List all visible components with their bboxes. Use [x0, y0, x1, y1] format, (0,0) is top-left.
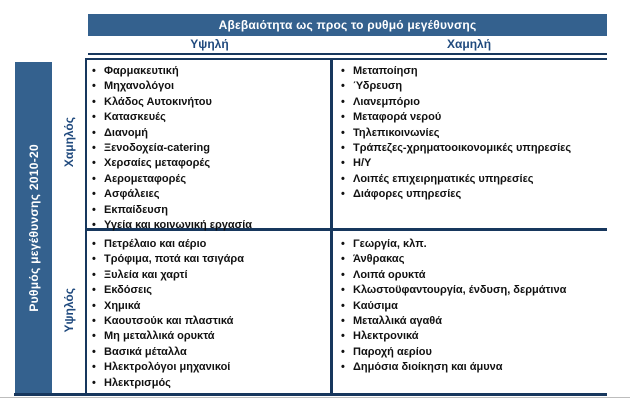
list-item: • Μεταλλικά αγαθά	[336, 314, 604, 329]
list-item: • Παροχή αερίου	[336, 345, 604, 360]
list-item: • Κλάδος Αυτοκινήτου	[87, 95, 327, 110]
y-axis-title-bar	[15, 62, 52, 393]
list-item: • Χερσαίες μεταφορές	[87, 156, 327, 171]
matrix-bottom-border	[14, 393, 607, 396]
list-item: • Δημόσια διοίκηση και άμυνα	[336, 360, 604, 375]
row-header-low-growth	[53, 58, 85, 226]
list-item: • Πετρέλαιο και αέριο	[87, 237, 327, 252]
list-item: • Κατασκευές	[87, 110, 327, 125]
list-item: • Κλωστοϋφαντουργία, ένδυση, δερμάτινα	[336, 283, 604, 298]
list-item: • Ύδρευση	[336, 79, 604, 94]
list-item: • Μηχανολόγοι	[87, 79, 327, 94]
list-item: • Χημικά	[87, 299, 327, 314]
list-item: • Λιανεμπόριο	[336, 95, 604, 110]
quadrant-low-growth-low-uncertainty	[336, 60, 604, 228]
list-item: • Τρόφιμα, ποτά και τσιγάρα	[87, 252, 327, 267]
list-item: • Φαρμακευτική	[87, 64, 327, 79]
list-item: • Τηλεπικοινωνίες	[336, 126, 604, 141]
list-item: • Εκδόσεις	[87, 283, 327, 298]
list-item: • Ξυλεία και χαρτί	[87, 268, 327, 283]
vertical-divider	[330, 58, 333, 393]
row-header-high-growth	[53, 231, 85, 389]
list-item: • Αερομεταφορές	[87, 172, 327, 187]
list-item: • Διανομή	[87, 126, 327, 141]
quadrant-low-growth-high-uncertainty	[87, 60, 327, 232]
list-item: • Μη μεταλλικά ορυκτά	[87, 329, 327, 344]
list-item: • Καουτσούκ και πλαστικά	[87, 314, 327, 329]
quadrant-high-growth-high-uncertainty	[87, 233, 327, 393]
quadrant-high-growth-low-uncertainty	[336, 233, 604, 393]
list-item: • Ασφάλειες	[87, 187, 327, 202]
bottom-shadow-line	[0, 397, 630, 398]
list-item: • Υγεία και κοινωνική εργασία	[87, 218, 327, 233]
list-item: • Διάφορες υπηρεσίες	[336, 187, 604, 202]
list-item: • Ηλεκτρονικά	[336, 329, 604, 344]
list-item: • Λοιπά ορυκτά	[336, 268, 604, 283]
list-item: • Μεταφορά νερού	[336, 110, 604, 125]
column-header-high-uncertainty: Υψηλή	[190, 37, 229, 51]
matrix-title: Αβεβαιότητα ως προς το ρυθμό μεγέθυνσης	[218, 18, 477, 32]
list-item: • Καύσιμα	[336, 299, 604, 314]
list-item: • Άνθρακας	[336, 252, 604, 267]
column-header-underline	[88, 53, 607, 55]
matrix-title-bar	[88, 14, 607, 36]
list-item: • Ηλεκτρολόγοι μηχανικοί	[87, 360, 327, 375]
list-item: • Βασικά μέταλλα	[87, 345, 327, 360]
row-header-low-growth-label: Χαμηλός	[62, 116, 76, 168]
list-item: • Ηλεκτρισμός	[87, 376, 327, 391]
list-item: • Ξενοδοχεία-catering	[87, 141, 327, 156]
y-axis-title: Ρυθμός μεγέθυνσης 2010-20	[26, 143, 41, 312]
list-item: • Τράπεζες-χρηματοοικονομικές υπηρεσίες	[336, 141, 604, 156]
column-header-low-uncertainty: Χαμηλή	[446, 37, 492, 51]
row-header-high-growth-label: Υψηλός	[62, 287, 76, 333]
list-item: • Λοιπές επιχειρηματικές υπηρεσίες	[336, 172, 604, 187]
list-item: • Εκπαίδευση	[87, 203, 327, 218]
list-item: • Η/Υ	[336, 156, 604, 171]
list-item: • Μεταποίηση	[336, 64, 604, 79]
list-item: • Γεωργία, κλπ.	[336, 237, 604, 252]
